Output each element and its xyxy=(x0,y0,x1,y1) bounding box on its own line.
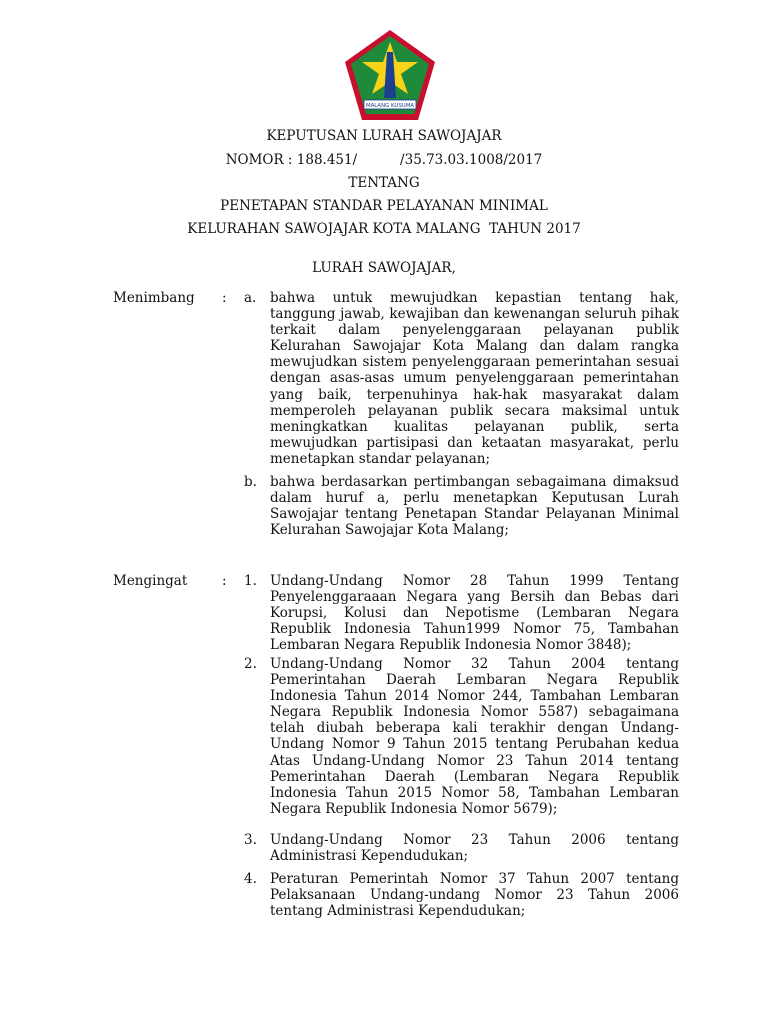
menimbang-item-b-marker: b. xyxy=(244,474,257,490)
mengingat-colon: : xyxy=(222,573,227,589)
mengingat-item-4-marker: 4. xyxy=(244,871,257,887)
decree-subject-line-2: KELURAHAN SAWOJAJAR KOTA MALANG TAHUN 2017 xyxy=(187,221,581,237)
decree-issuer: LURAH SAWOJAJAR, xyxy=(312,260,456,276)
emblem-banner-text: MALANG KUSUMA xyxy=(365,103,415,109)
decree-subject-line-1: PENETAPAN STANDAR PELAYANAN MINIMAL xyxy=(220,198,548,214)
mengingat-item-3-text: Undang-Undang Nomor 23 Tahun 2006 tentang Administrasi Kependudukan; xyxy=(270,832,679,865)
menimbang-label: Menimbang xyxy=(113,290,195,306)
menimbang-item-a-marker: a. xyxy=(244,290,257,306)
menimbang-item-b-text: bahwa berdasarkan pertimbangan sebagaimana dimaksud dalam huruf a, perlu menetapkan Keputusan Lurah Sawojajar tentang Penetapan Standar Pelayanan Minimal Kelurahan Sawojajar Kota Malang; xyxy=(270,474,679,539)
mengingat-label: Mengingat xyxy=(113,573,188,589)
decree-title: KEPUTUSAN LURAH SAWOJAJAR xyxy=(266,128,502,144)
decree-number: NOMOR : 188.451/ /35.73.03.1008/2017 xyxy=(225,152,543,168)
menimbang-colon: : xyxy=(222,290,227,306)
mengingat-item-2-marker: 2. xyxy=(244,656,257,672)
decree-about: TENTANG xyxy=(348,175,420,191)
mengingat-item-1-marker: 1. xyxy=(244,573,257,589)
mengingat-item-3-marker: 3. xyxy=(244,832,257,848)
city-emblem-logo xyxy=(342,28,438,124)
mengingat-item-2-text: Undang-Undang Nomor 32 Tahun 2004 tentang Pemerintahan Daerah Lembaran Negara Republik Indonesia Tahun 2014 Nomor 244, Tambahan Lembaran Negara Republik Indonesia Nomor 5587) sebagaimana telah diubah beberapa kali terakhir dengan Undang-Undang Nomor 9 Tahun 2015 tentang Perubahan kedua Atas Undang-Undang Nomor 23 Tahun 2014 tentang Pemerintahan Daerah (Lembaran Negara Republik Indonesia Tahun 2015 Nomor 58, Tambahan Lembaran Negara Republik Indonesia Nomor 5679); xyxy=(270,656,679,817)
mengingat-item-4-text: Peraturan Pemerintah Nomor 37 Tahun 2007 tentang Pelaksanaan Undang-undang Nomor 23 Tahun 2006 tentang Administrasi Kependudukan; xyxy=(270,871,679,920)
mengingat-item-1-text: Undang-Undang Nomor 28 Tahun 1999 Tentang Penyelenggaraaan Negara yang Bersih dan Bebas dari Korupsi, Kolusi dan Nepotisme (Lembaran Negara Republik Indonesia Tahun1999 Nomor 75, Tambahan Lembaran Negara Republik Indonesia Nomor 3848); xyxy=(270,573,679,654)
menimbang-item-a-text: bahwa untuk mewujudkan kepastian tentang hak, tanggung jawab, kewajiban dan kewenangan seluruh pihak terkait dalam penyelenggaraan pelayanan publik Kelurahan Sawojajar Kota Malang dan dalam rangka mewujudkan sistem penyelenggaraan pemerintahan sesuai dengan asas-asas umum penyelenggaraan pemerintahan yang baik, terpenuhinya hak-hak masyarakat dalam memperoleh pelayanan publik secara maksimal untuk meningkatkan kualitas pelayanan publik, serta mewujudkan partisipasi dan ketaatan masyarakat, perlu menetapkan standar pelayanan; xyxy=(270,290,679,467)
